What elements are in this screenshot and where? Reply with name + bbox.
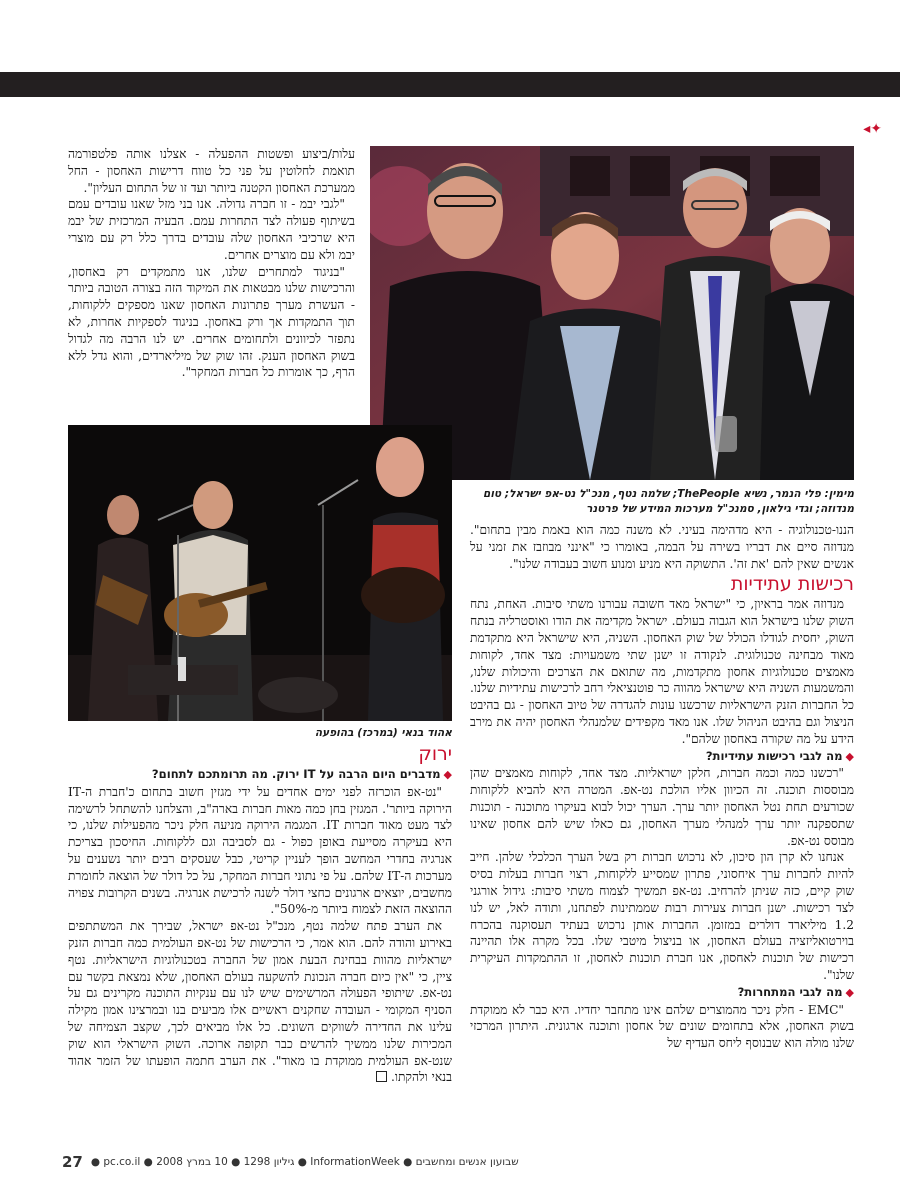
paragraph: הננו-טכנולוגיה - היא מדהימה בעיני. לא משנה כמה הוא באמת מבין בתחום". מנדוזה סיים את דבריו בשירה על הבמה, באומרו כי "אינני מבוזבז את זמני על אנשים שאין להם 'את זה'. התשוקה היא מניע ומנוע חשוב בעבודה שלנו". — [470, 523, 854, 571]
section-title-future-acquisitions: רכישות עתידיות — [730, 573, 854, 596]
caption-photo-executives: מימין: פלי הנמר, נשיא ThePeople; שלמה נטף, מנכ"ל נט-אפ ישראל; טום מנדוזה; וגדי גילאון, סמנכ"ל מערכות המידע של פרטנר — [483, 488, 854, 515]
question-text: מה לגבי המתחרות? — [737, 984, 843, 999]
diamond-bullet-icon: ◆ — [845, 985, 854, 999]
question-green-it — [68, 766, 452, 784]
section-title-green: ירוק — [418, 743, 452, 765]
column-right — [470, 522, 854, 1052]
photo-concert — [68, 425, 452, 721]
diamond-bullet-icon: ◆ — [845, 749, 854, 763]
footer-line: שבועון אנשים ומחשבים ● InformationWeek ● גיליון 1298 ● 10 במרץ 2008 ● pc.co.il ● — [90, 1156, 519, 1168]
question-future-acquisitions — [470, 748, 854, 766]
caption-photo-concert: אהוד בנאי (במרכז) בהופעה — [314, 727, 452, 739]
column-left-top — [68, 146, 355, 381]
question-text: מדברים היום הרבה על IT ירוק. מה תרומתכם לתחום? — [151, 767, 441, 781]
end-of-article-icon — [376, 1071, 387, 1082]
paragraph: "לגבי יבמ - זו חברה גדולה. אנו בני מזל שאנו עובדים עמם בשיתוף פעולה לצד התחרות עמם. הבעיה המרכזית של יבמ היא שרכיבי האחסון שלה עובדים בדרך כלל רק עם מוצרי יבמ ולא עם מוצרים אחרים. — [68, 197, 355, 262]
paragraph: "EMC - חלק ניכר מהמוצרים שלהם אינו מתחבר יחדיו. היא כבר לא ממוקדת בשוק האחסון, אלא בתחומים שונים של אחסון ותוכנה ארגונית. היתרון המרכזי שלנו מולה הוא שבנוסף ליחס העדיף של — [470, 1002, 854, 1051]
top-bar — [0, 72, 900, 97]
question-competitors — [470, 984, 854, 1002]
paragraph: "רכשנו כמה וכמה חברות, חלקן ישראליות. מצד אחד, לקוחות מאמצים שהן מבוססות תוכנה. זה הכיוון אליו הולכת נט-אפ. המטרה היא להביא ללקוחות שכורעים תחת נטל האחסון יותר ערך. הערך יכול לבוא בעיקרו מתוכנה - תוכנות שתספקנה יותר ערך למנהלי מערך האחסון, גם כאלו שיש להם אחסון שאינו מבוסס נט-אפ. — [470, 766, 854, 848]
paragraph: מנדוזה אמר בראיון, כי "ישראל מאד חשובה עבורנו משתי סיבות. האחת, נתח השוק שלנו בישראל הוא הגבוה בעולם. ישראל מקדימה את הודו ואוסטרליה בנתח השוק, יחסית לגודלו הכולל של שוק האחסון. השניה, היא שישראל היא מתקדמת מאוד מבחינה טכנולוגית. לנקודה זו ישנן שתי משמעויות: מצד אחד, לקוחות מאמצים טכנולוגיות אחסון מתקדמות, מה שתואם את הצרכים והיכולות שלנו, והמשמעות השניה היא שישראל מהווה כר פוטנציאלי רחב לרכישות עתידיות שלנו. כל החברות הזנק הישראליות שרכשנו עונות להגדרה של טיוב האחסון - גם בהיבט הניצול וגם בהיבט הניהול שלו. אנו מאד מקפידים שלמנהלי האחסון יהיה את מירב הידע על מה שקורה באחסון שלהם". — [470, 597, 854, 746]
paragraph — [68, 918, 452, 1086]
question-text: מה לגבי רכישות עתידיות? — [705, 748, 843, 763]
paragraph: עלות/ביצוע ופשטות ההפעלה - אצלנו אותה פלטפורמה תואמת לחלוטין על פני כל טווח דרישות האחסון - החל ממערכת האחסון הקטנה ביותר ועד זו של התחום העליון". — [68, 147, 355, 195]
paragraph-text: את הערב פתח שלמה נטף, מנכ"ל נט-אפ ישראל, שבירך את המשתתפים באירוע והודה להם. הוא אמר, כי הרכישות של נט-אפ העולמית כמה חברות הזנק ישראליות מהוות בבחינת הבעת אמון של החברה בטכנולוגיות הישראליות. נטף ציין, כי "אין כיום חברה הנכונת להשקעה בעולם האחסון, שלא נמצאת בקשר עם נט-אפ. שיתופי הפעולה המרשימים שיש לנו עם ענקיות התוכנה מקרינים גם על הסניף המקומי - העובדה שחקנים ראשיים אלו מביעים בנו ובמרצינו אמון מקילה עלינו את החדירה לשווקים השונים. כל אלו מביאים לכך, שקצב הצמיחה של המכירות שלנו ממשיך להרשים כבר תקופה ארוכה. השוק הישראלי הוא שוק שנט-אפ העולמית ממוקדת בו מאוד". את הערב חתמה הופעתו של הזמר אהוד בנאי ולהקתו. — [68, 919, 452, 1085]
paragraph: אנחנו לא קרן הון סיכון, לא נרכוש חברות רק בשל הערך הכלכלי שלהן. חייב להיות לחברות ערך איחסוני, פתרון שמסייע ללקוחות, רצוי חברות בעלות בסיס שוק קיים, כזה שניתן להרחיב. נט-אפ תמשיך לצמוח משתי סיבות: גידול אורגני לצד רכישות. ישנן חברות צעירות רבות שממתינות לפתחנו, ותודה לאל, יש לנו 1.2 מיליארד דולרים במזומן. החברות אותן נרכוש בעתיד תעסוקנה בהכרח בוירטואליזציה בעולם האחסון, או בניצול מיטבי שלו. בכל מקרה אלו תהיינה רכישות של תוכנות לאחסון, אנו חברת תוכנות לאחסון, זו ההתמקדות העיקרית שלנו". — [470, 850, 854, 982]
page-footer — [62, 1152, 838, 1172]
paragraph: "בניגוד למתחרים שלנו, אנו מתמקדים רק באחסון, והרכישות שלנו מבטאות את המיקוד הזה בצורה הטובה ביותר - העשרת מערך פתרונות האחסון שאנו מספקים ללקוחות, תוך התמקדות אך ורק באחסון. בניגוד לספקיות אחרות, לא נתפזר לכיוונים ולתחומים אחרים. יש לנו הרבה מה לגדול בשוק האחסון הענק. זהו שוק של מיליארדים, והוא גדל ללא הרף, כך אומרות כל חברות המחקר". — [68, 264, 355, 380]
column-left-bottom — [68, 742, 452, 1086]
page-number: 27 — [62, 1153, 83, 1171]
diamond-bullet-icon: ◆ — [443, 768, 452, 781]
paragraph: "נט-אפ הוכרזה לפני ימים אחדים על ידי מגזין חשוב בתחום כ'חברת ה-IT הירוקה ביותר'. המגזין בחן כמה מאות חברות בארה"ב, והצלחנו להשתחל לרשימה לצד מעט מאוד חברות IT. המגמה הירוקה מניעה חלק ניכר מהפעילות שלנו, כי היא בעיקרה מסייעת באופן כפול - גם לסביבה וגם ללקוחות. החיסכון בצריכת אנרגיה בחדרי המחשב הופך לעניין קריטי, כבל שעסקים רבים יותר נשענים על מערכות ה-IT שלהם. על פי נתוני חברות המחקר, על כל דולר של הוצאה לחומרת מחשבים, יוצאים ארגונים כחצי דולר לשנה לרכישת אנרגיה. בשנים הקרובות צפויה ההוצאה הזאת לצמוח ביותר מ-50%". — [68, 784, 452, 917]
arrow-icon: ◂✦ — [863, 121, 882, 137]
